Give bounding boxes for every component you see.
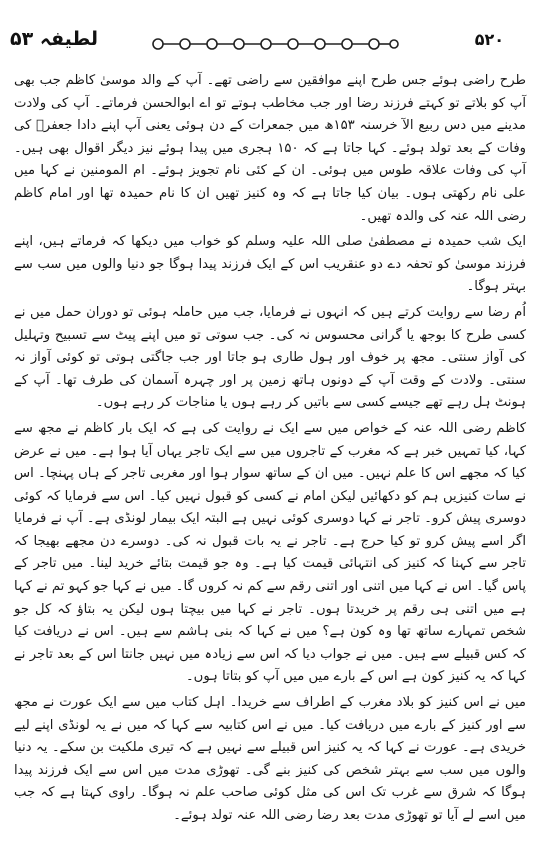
paragraph-3: اُم رضا سے روایت کرتے ہیں کہ انہوں نے فرمایا، جب میں حاملہ ہوئی تو دوران حمل میں نے کسی طرح کا بوجھ یا گرانی محسوس نہ کی۔ جب سوتی تو میں اپنے پیٹ سے تسبیح وتہلیل کی آواز سنتی۔ مجھ پر خوف اور ہول طاری ہو جاتا اور جب جاگتی ہوتی تو کوئی آواز نہ سنتی۔ ولادت کے وقت آپ کے دونوں ہاتھ زمین پر اور چہرہ آسمان کی طرف تھا۔ آپ کے ہونٹ ہل رہے تھے جیسے کسی سے باتیں کر رہے ہوں یا مناجات کر رہے ہوں۔ [14, 304, 526, 411]
page-header [0, 28, 540, 58]
paragraph-4: کاظم رضی اللہ عنہ کے خواص میں سے ایک نے روایت کی ہے کہ ایک بار کاظم نے مجھ سے کہا، کیا تمہیں خبر ہے کہ مغرب کے تاجروں میں سے ایک تاجر یہاں آیا ہوا ہے۔ میں نے عرض کیا کہ مجھے اس کا علم نہیں۔ میں ان کے ساتھ سوار ہوا اور مغربی تاجر کے ہاں پہنچا۔ اس نے سات کنیزیں ہم کو دکھائیں لیکن امام نے کسی کو قبول نہیں کیا۔ اس سے فرمایا کہ کوئی دوسری پیش کرو۔ تاجر نے کہا دوسری کوئی نہیں ہے البتہ ایک بیمار لونڈی ہے۔ آپ نے فرمایا اگر اسے پیش کرو تو کیا حرج ہے۔ تاجر نے یہ بات قبول نہ کی۔ دوسرے دن مجھے بھیجا کہ تاجر سے کہنا کہ کنیز کی انتہائی قیمت کیا ہے۔ وہ جو قیمت بتائے خرید لینا۔ میں تاجر کے پاس گیا۔ اس نے کہا میں اتنی اور اتنی رقم سے کم نہ کروں گا۔ میں نے کہا جو کہو تم نے کہا ہے میں اتنی ہی رقم پر خریدتا ہوں۔ تاجر نے کہا میں بیچتا ہوں لیکن یہ بتاؤ کہ کل جو شخص تمہارے ساتھ تھا وہ کون ہے؟ میں نے کہا کہ بنی ہاشم سے ہیں۔ اس نے دریافت کیا کہ کس قبیلے سے ہیں۔ میں نے جواب دیا کہ اس سے زیادہ میں نہیں جانتا اس کے بعد تاجر نے کہا کہ یہ کنیز کون ہے اس کے بارے میں میں آپ کو بتاتا ہوں۔ [14, 420, 526, 685]
section-title: لطیفہ ۵۳ [10, 28, 99, 50]
paragraph-2: ایک شب حمیدہ نے مصطفیٰ صلی اللہ علیہ وسلم کو خواب میں دیکھا کہ فرماتے ہیں، اپنے فرزند موسیٰ کو تحفہ دے دو عنقریب اس کے ایک فرزند پیدا ہوگا جو دنیا والوں میں سب سے بہتر ہوگا۔ [14, 234, 526, 295]
paragraph-1: طرح راضی ہوئے جس طرح اپنے موافقین سے راضی تھے۔ آپ کے والد موسیٰ کاظم جب بھی آپ کو بلاتے تو کہتے فرزند رضا اور جب مخاطب ہوتے تو اے ابوالحسن فرماتے۔ آپ کی ولادت مدینے میں دس ربیع الآ خرسنہ ۱۵۳ھ میں جمعرات کے دن ہوئی یعنی آپ اپنے دادا جعفرؑ کی وفات کے بعد تولد ہوئے۔ کہا جاتا ہے کہ ۱۵۰ ہجری میں پیدا ہوئے نیز دیگر اقوال بھی ہیں۔ آپ کی وفات علاقہ طوس میں ہوئی۔ ان کے کئی نام تجویز ہوئے۔ ام المومنین نے کہا میں علی نام رکھتی ہوں۔ بیان کیا جاتا ہے کہ وہ کنیز تھیں ان کا نام حمیدہ تھا اور امام کاظم رضی اللہ عنہ کی والدہ تھیں۔ [14, 73, 526, 224]
page-number: ۵۲۰ [474, 30, 504, 49]
body-text [14, 70, 526, 829]
ornament-divider-icon [150, 36, 400, 52]
paragraph-5: میں نے اس کنیز کو بلاد مغرب کے اطراف سے خریدا۔ اہل کتاب میں سے ایک عورت نے مجھ سے اور کنیز کے بارے میں دریافت کیا۔ میں نے اس کتابیہ سے کہا کہ میں نے یہ لونڈی اپنے لیے خریدی ہے۔ عورت نے کہا کہ یہ کنیز اس قبیلے سے نہیں ہے کہ تیری ملکیت بن سکے۔ یہ دنیا والوں میں سب سے بہتر شخص کی کنیز بنے گی۔ تھوڑی مدت میں اس سے ایک فرزند پیدا ہوگا کہ شرق سے غرب تک اس کی مثل کوئی صاحب علم نہ ہوگا۔ راوی کہتا ہے کہ جب میں اسے لے آیا تو تھوڑی مدت بعد رضا رضی اللہ عنہ تولد ہوئے۔ [14, 695, 526, 823]
